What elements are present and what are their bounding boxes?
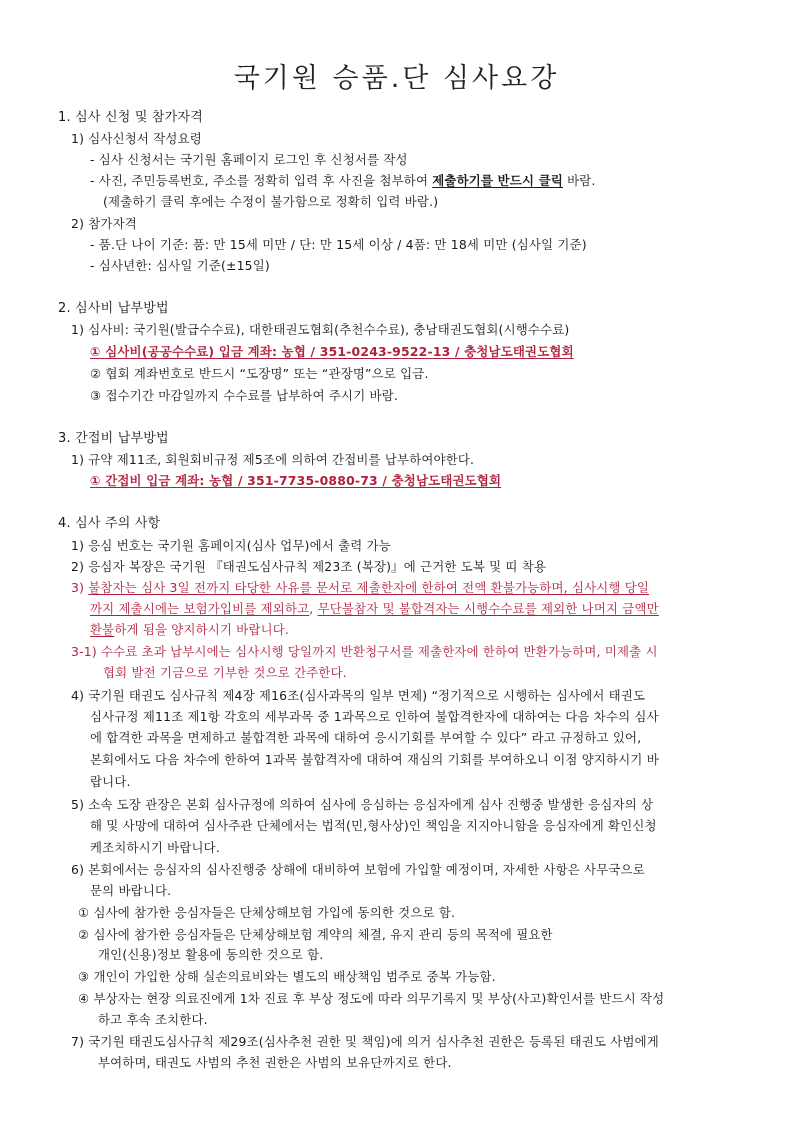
s3-account-line: ① 간접비 입금 계좌: 농협 / 351-7735-0880-73 / 충청남도태권도협회 — [90, 473, 502, 488]
section-2-heading: 2. 심사비 납부방법 — [58, 301, 169, 316]
s4-item6-sub4-line2: 하고 후속 조치한다. — [98, 1012, 208, 1027]
s4-item6-sub2-line1: ② 심사에 참가한 응심자들은 단체상해보험 계약의 체결, 유지 관리 등의 목적에 필요한 — [78, 927, 553, 942]
s4-item4-line1: 4) 국기원 태권도 심사규칙 제4장 제16조(심사과목의 일부 면제) “정기적으로 시행하는 심사에서 태권도 — [71, 688, 646, 703]
s4-item7-line1: 7) 국기원 태권도심사규칙 제29조(심사추천 권한 및 책임)에 의거 심사추천 권한은 등록된 태권도 사범에게 — [71, 1034, 659, 1049]
s4-item3-line1 — [71, 580, 649, 596]
s1-sub2: 2) 참가자격 — [71, 216, 137, 231]
s4-item5-line2: 해 및 사망에 대하여 심사주관 단체에서는 법적(민,형사상)인 책임을 지지아니함을 응심자에게 확인신청 — [90, 818, 657, 833]
section-3-heading: 3. 간접비 납부방법 — [58, 431, 169, 446]
page-title: 국기원 승품.단 심사요강 — [233, 63, 560, 94]
s1-criteria2: - 심사년한: 심사일 기준(±15일) — [90, 258, 270, 273]
s4-item6-sub1: ① 심사에 참가한 응심자들은 단체상해보험 가입에 동의한 것으로 함. — [78, 905, 456, 920]
s4-item5-line1: 5) 소속 도장 관장은 본회 심사규정에 의하여 심사에 응심하는 응심자에게 심사 진행중 발생한 응심자의 상 — [71, 797, 654, 812]
s1-bullet2-emphasis: 제출하기를 반드시 클릭 — [432, 173, 563, 188]
s1-bullet2 — [90, 173, 596, 189]
s4-item3-text3: 무단불참자 및 불합격자는 시행수수료를 제외한 나머지 금액만 — [317, 601, 659, 616]
s4-item3-line3 — [90, 622, 289, 638]
s4-item3-text1: 불참자는 심사 3일 전까지 타당한 사유를 문서로 제출한자에 한하여 전액 환불가능하며, 심사시행 당일 — [88, 580, 650, 595]
s4-item1: 1) 응심 번호는 국기원 홈페이지(심사 업무)에서 출력 가능 — [71, 538, 391, 553]
s4-item4-line4: 본회에서도 다음 차수에 한하여 1과목 불합격자에 대하여 재심의 기회를 부여하오니 이점 양지하시기 바 — [90, 752, 659, 767]
s4-item4-line2: 심사규정 제11조 제1항 각호의 세부과목 중 1과목으로 인하여 불합격한자에 대하여는 다음 차수의 심사 — [90, 709, 659, 724]
s4-item3-1-line1: 3-1) 수수료 초과 납부시에는 심사시행 당일까지 반환청구서를 제출한자에 한하여 반환가능하며, 미제출 시 — [71, 644, 658, 659]
s4-item3-line2 — [90, 601, 659, 617]
s4-item3-number: 3) — [71, 580, 89, 595]
s4-item3-text5: 하게 됨을 양지하시기 바랍니다. — [114, 622, 290, 637]
s2-account-line: ① 심사비(공공수수료) 입금 계좌: 농협 / 351-0243-9522-13 / 충청남도태권도협회 — [90, 344, 574, 359]
s4-item3-text2: 까지 제출시에는 보험가입비를 제외하고 — [90, 601, 310, 616]
s4-item4-line3: 에 합격한 과목을 면제하고 불합격한 과목에 대하여 응시기회를 부여할 수 있다” 라고 규정하고 있어, — [90, 730, 642, 745]
s4-item3-sep: , — [309, 601, 318, 616]
s4-item7-line2: 부여하며, 태권도 사범의 추천 권한은 사범의 보유단까지로 한다. — [98, 1055, 452, 1070]
s4-item3-text4: 환불 — [90, 622, 115, 637]
section-4-heading: 4. 심사 주의 사항 — [58, 516, 161, 531]
s4-item6-sub3: ③ 개인이 가입한 상해 실손의료비와는 별도의 배상책임 범주로 중복 가능함. — [78, 969, 496, 984]
s2-line1: 1) 심사비: 국기원(발급수수료), 대한태권도협회(추천수수료), 충남태권도협회(시행수수료) — [71, 322, 570, 337]
s1-bullet2-note: (제출하기 클릭 후에는 수정이 불가함으로 정확히 입력 바람.) — [103, 194, 439, 209]
s1-criteria1: - 품.단 나이 기준: 품: 만 15세 미만 / 단: 만 15세 이상 / 4품: 만 18세 미만 (심사일 기준) — [90, 237, 587, 252]
s1-sub1: 1) 심사신청서 작성요령 — [71, 131, 202, 146]
s4-item6-line1: 6) 본회에서는 응심자의 심사진행중 상해에 대비하여 보험에 가입할 예정이며, 자세한 사항은 사무국으로 — [71, 862, 645, 877]
s1-bullet1: - 심사 신청서는 국기원 홈페이지 로그인 후 신청서를 작성 — [90, 152, 408, 167]
s1-bullet2-pre: - 사진, 주민등록번호, 주소를 정확히 입력 후 사진을 첨부하여 — [90, 173, 433, 188]
section-1-heading: 1. 심사 신청 및 참가자격 — [58, 110, 203, 125]
s4-item2: 2) 응심자 복장은 국기원 『태권도심사규칙 제23조 (복장)』에 근거한 도복 및 띠 착용 — [71, 559, 547, 574]
s3-line1: 1) 규약 제11조, 회원회비규정 제5조에 의하여 간접비를 납부하여야한다. — [71, 452, 475, 467]
s4-item6-line2: 문의 바랍니다. — [90, 883, 172, 898]
s4-item3-1-line2: 협회 발전 기금으로 기부한 것으로 간주한다. — [103, 665, 347, 680]
s1-bullet2-post: 바람. — [563, 173, 596, 188]
s2-line4: ③ 접수기간 마감일까지 수수료를 납부하여 주시기 바람. — [90, 388, 399, 403]
s4-item6-sub2-line2: 개인(신용)정보 활용에 동의한 것으로 함. — [98, 947, 324, 962]
s4-item6-sub4-line1: ④ 부상자는 현장 의료진에게 1차 진료 후 부상 정도에 따라 의무기록지 및 부상(사고)확인서를 반드시 작성 — [78, 991, 665, 1006]
s4-item4-line5: 랍니다. — [90, 774, 131, 789]
s2-line3: ② 협회 계좌번호로 반드시 “도장명” 또는 “관장명”으로 입금. — [90, 366, 429, 381]
s4-item5-line3: 케조치하시기 바랍니다. — [90, 840, 220, 855]
